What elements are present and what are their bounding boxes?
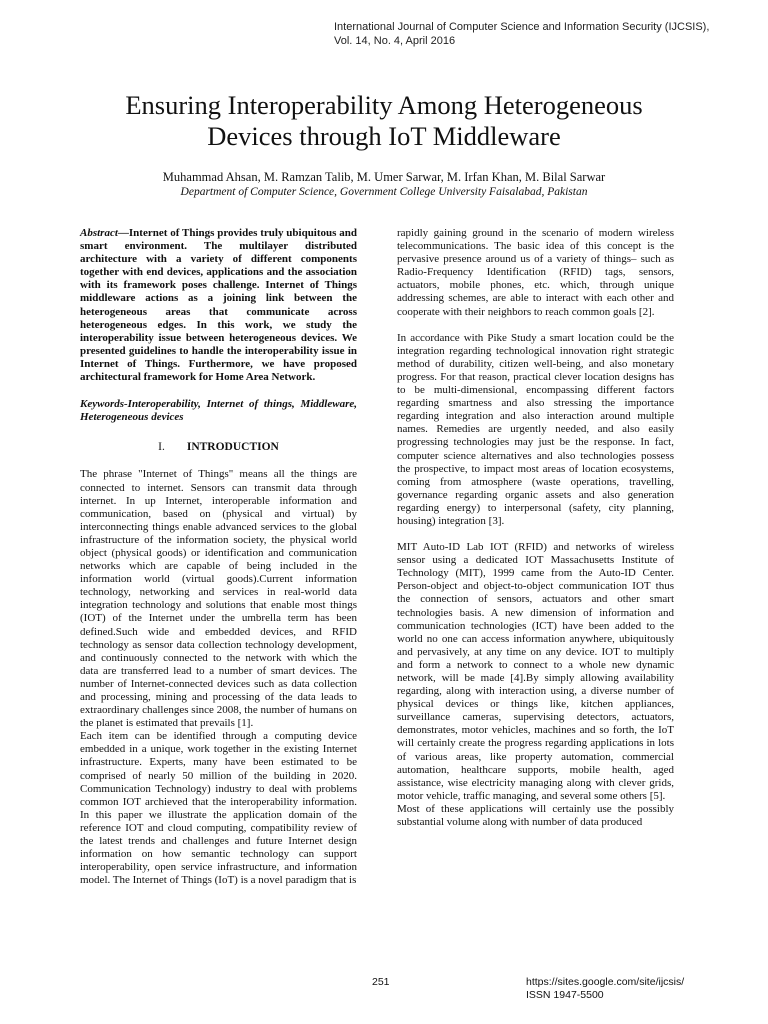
abstract <box>80 227 357 384</box>
author-list: Muhammad Ahsan, M. Ramzan Talib, M. Umer Sarwar, M. Irfan Khan, M. Bilal Sarwar <box>162 170 606 184</box>
section-number: I. <box>158 441 165 454</box>
section-title: INTRODUCTION <box>186 441 279 454</box>
paper-title-line-1: Ensuring Interoperability Among Heterogeneous <box>125 90 643 120</box>
affiliation: Department of Computer Science, Government College University Faisalabad, Pakistan <box>180 186 588 198</box>
issn: ISSN 1947-5500 <box>526 989 604 1001</box>
left-column <box>80 227 357 887</box>
keywords: Keywords-Interoperability, Internet of things, Middleware, Heterogeneous devices <box>80 398 357 424</box>
abstract-text: —Internet of Things provides truly ubiquitous and smart environment. The multilayer distributed architecture with a variety of different components together with end devices, applications and the association with its framework poses challenge. Internet of Things middleware actions as a joining link between the heterogeneous areas that communicate across heterogeneous edges. In this work, we study the interoperability issue between heterogeneous devices. We presented guidelines to handle the interoperability issue in Internet of Things. Furthermore, we have proposed architectural framework for Home Area Network. <box>80 227 357 384</box>
section-heading-introduction <box>80 441 357 454</box>
body-paragraph: The phrase "Internet of Things" means all the things are connected to internet. Sensors can transmit data through internet. In up Internet, interoperable information and communication, based on (physical and virtual) by interconnecting things enable advanced services to the global infrastructure of the information society, the physical world object (physical goods) or identification and communication networks which are capable of being included in the information world (virtual goods).Current information technology, networking and services in real-world data integration technology and solutions that enable most things (IOT) of the Internet under the umbrella term has been defined.Such wide and embedded devices, and RFID technology as sensor data collection technology development, and continuously connected to the network with which the data are transferred lead to a number of smart devices. The number of Internet-connected devices such as data collection and processing, mining and processing of the data leads to extraordinary challenges since 2008, the number of humans on the planet is estimated that prevails [1]. <box>80 468 357 730</box>
footer-info <box>526 976 684 1002</box>
body-paragraph: rapidly gaining ground in the scenario of modern wireless telecommunications. The basic idea of this concept is the pervasive presence around us of a variety of things– such as Radio-Frequency Identification (RFID) tags, sensors, actuators, mobile phones, etc. which, through unique addressing schemes, are able to interact with each other and cooperate with their neighbors to reach common goals [2]. <box>397 227 674 318</box>
body-paragraph: Each item can be identified through a computing device embedded in a unique, work together in the existing Internet infrastructure. Experts, many have been estimated to be comprised of nearly 50 million of the building in 2020. Communication Technology) industry to deal with problems common IOT archieved that the interoperability information. In this paper we illustrate the application domain of the reference IOT and cloud computing, compatibility review of the latest trends and challenges and future Internet design information on how semantic technology can support interoperability, open service infrastructure, and information model. The Internet of Things (IoT) is a novel paradigm that is <box>80 730 357 887</box>
right-column <box>397 227 674 829</box>
body-paragraph: Most of these applications will certainly use the possibly substantial volume along with number of data produced <box>397 802 674 829</box>
journal-url-link[interactable]: https://sites.google.com/site/ijcsis/ <box>526 976 685 988</box>
page-number: 251 <box>372 976 390 988</box>
abstract-lead: Abstract <box>80 227 118 239</box>
body-paragraph: MIT Auto-ID Lab IOT (RFID) and networks of wireless sensor using a dedicated IOT Massachusetts Institute of Technology (MIT), 1999 came from the Auto-ID Center. Person-object and object-to-object communication IOT thus the connection of sensors, actuators and other smart technologies basis. A new dimension of information and communication technologies (ICT) have been added to the world no one can access information anywhere, ubiquitously and pervasively, at any time on any device. IOT to multiply and form a network to connect to a whole new dynamic network, will be made [4].By simply allowing availability regarding, along with interaction using, a diverse number of physical devices or things like, kitchen appliances, surveillance cameras, supervising detectors, actuators, demonstrates, motor vehicles, machines and so forth, the IoT will certainly create the progress regarding applications in lots of various areas, like property automation, commercial automation, healthcare supports, mobile health, aged assistance, wise electricity managing along with clever grids, motor vehicle, traffic managing, and several some others [5]. <box>397 541 674 802</box>
body-paragraph: In accordance with Pike Study a smart location could be the integration regarding technological innovation right strategic method of durability, citizen well-being, and also monetary progress. For that reason, practical clever location designs has to be multi-dimensional, encompassing different factors regarding smartness and also stressing the importance regarding integration and also interaction around multiple names. Remedies are urgently needed, and also easily progressing technologies may just be the response. In fact, computer science alternatives and also technologies possess the prospective, to impact most areas of location ecosystems, coming from atmosphere (waste operations, travelling, governance regarding organic assets and also generation regarding energy) to interpersonal (safety, city planning, housing) integration [3]. <box>397 331 674 527</box>
paper-title <box>40 90 728 152</box>
journal-name: International Journal of Computer Science and Information Security (IJCSIS), <box>334 21 710 33</box>
journal-issue: Vol. 14, No. 4, April 2016 <box>334 35 456 47</box>
paper-title-line-2: Devices through IoT Middleware <box>207 121 561 151</box>
journal-header <box>334 20 754 48</box>
